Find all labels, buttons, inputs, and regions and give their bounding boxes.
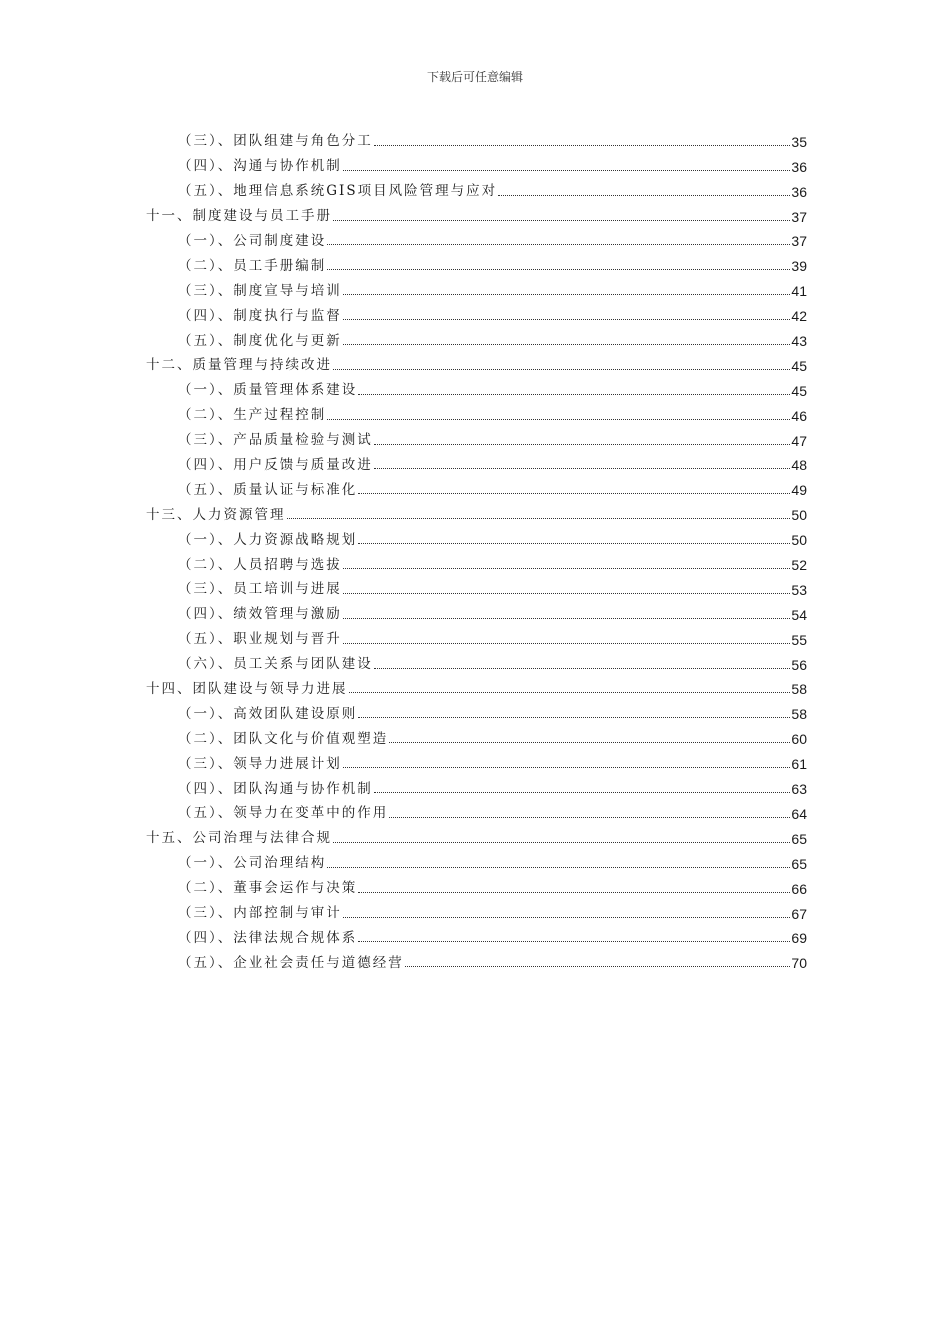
toc-entry[interactable] [146,126,807,151]
toc-entry-page-number: 37 [791,208,807,225]
toc-entry[interactable] [146,275,807,300]
toc-dot-leader [374,145,791,146]
toc-dot-leader [327,244,790,245]
toc-entry-title: （五）、地理信息系统GIS项目风险管理与应对 [178,183,498,200]
toc-entry-page-number: 42 [791,308,807,325]
table-of-contents [146,126,807,972]
toc-entry[interactable] [146,450,807,475]
toc-entry-title: （一）、公司制度建设 [178,232,327,249]
toc-entry[interactable] [146,176,807,201]
toc-entry-page-number: 36 [791,158,807,175]
toc-entry[interactable] [146,474,807,499]
toc-entry-title: （六）、员工关系与团队建设 [178,656,373,673]
toc-entry-title: 十五、公司治理与法律合规 [146,830,332,847]
toc-entry-title: （三）、制度宣导与培训 [178,282,342,299]
toc-entry[interactable] [146,649,807,674]
toc-entry[interactable] [146,151,807,176]
toc-entry-title: （一）、公司治理结构 [178,855,327,872]
toc-entry-title: 十一、制度建设与员工手册 [146,208,332,225]
toc-dot-leader [374,668,791,669]
toc-entry-title: （五）、企业社会责任与道德经营 [178,954,404,971]
toc-entry-page-number: 65 [791,830,807,847]
toc-entry-title: （三）、员工培训与进展 [178,581,342,598]
toc-entry[interactable] [146,400,807,425]
toc-entry-title: （一）、质量管理体系建设 [178,382,358,399]
toc-entry[interactable] [146,698,807,723]
toc-entry-page-number: 39 [791,258,807,275]
toc-dot-leader [327,867,790,868]
toc-entry-title: （五）、职业规划与晋升 [178,631,342,648]
toc-entry[interactable] [146,201,807,226]
toc-entry-title: （四）、绩效管理与激励 [178,606,342,623]
toc-entry-title: （四）、团队沟通与协作机制 [178,780,373,797]
toc-entry-page-number: 69 [791,930,807,947]
toc-entry-title: （四）、制度执行与监督 [178,307,342,324]
toc-entry[interactable] [146,873,807,898]
toc-dot-leader [374,792,791,793]
toc-dot-leader [333,369,790,370]
toc-entry-page-number: 45 [791,382,807,399]
toc-entry-title: （二）、团队文化与价值观塑造 [178,730,389,747]
toc-dot-leader [358,941,790,942]
toc-dot-leader [343,593,791,594]
toc-entry-page-number: 49 [791,482,807,499]
toc-entry-page-number: 50 [791,532,807,549]
toc-entry[interactable] [146,375,807,400]
toc-entry-title: （五）、质量认证与标准化 [178,481,358,498]
toc-entry-page-number: 53 [791,581,807,598]
toc-entry-title: （一）、人力资源战略规划 [178,531,358,548]
toc-entry-title: （四）、沟通与协作机制 [178,158,342,175]
toc-dot-leader [343,643,791,644]
toc-entry-title: 十二、质量管理与持续改进 [146,357,332,374]
toc-dot-leader [389,817,790,818]
toc-dot-leader [333,842,790,843]
toc-entry[interactable] [146,848,807,873]
toc-dot-leader [327,269,790,270]
toc-dot-leader [343,618,791,619]
toc-entry-title: 十四、团队建设与领导力进展 [146,680,348,697]
toc-entry[interactable] [146,300,807,325]
toc-entry-title: （二）、人员招聘与选拔 [178,556,342,573]
toc-entry[interactable] [146,599,807,624]
toc-entry-title: （一）、高效团队建设原则 [178,705,358,722]
toc-entry[interactable] [146,923,807,948]
toc-entry-page-number: 43 [791,333,807,350]
toc-entry-title: （二）、员工手册编制 [178,257,327,274]
toc-dot-leader [343,917,791,918]
toc-entry-page-number: 50 [791,507,807,524]
toc-entry-title: （三）、团队组建与角色分工 [178,133,373,150]
toc-entry[interactable] [146,425,807,450]
toc-entry-page-number: 36 [791,183,807,200]
toc-entry[interactable] [146,674,807,699]
toc-dot-leader [343,344,791,345]
toc-dot-leader [498,195,790,196]
toc-entry-page-number: 46 [791,407,807,424]
toc-entry[interactable] [146,325,807,350]
toc-entry-page-number: 70 [791,955,807,972]
toc-dot-leader [358,394,790,395]
toc-entry-page-number: 56 [791,656,807,673]
toc-entry-page-number: 65 [791,855,807,872]
toc-entry-page-number: 48 [791,457,807,474]
toc-dot-leader [287,518,791,519]
toc-entry[interactable] [146,574,807,599]
toc-entry-title: （三）、产品质量检验与测试 [178,432,373,449]
toc-dot-leader [374,444,791,445]
toc-dot-leader [358,543,790,544]
toc-dot-leader [349,692,791,693]
toc-dot-leader [327,419,790,420]
toc-dot-leader [333,220,790,221]
toc-entry[interactable] [146,823,807,848]
toc-entry-page-number: 41 [791,283,807,300]
toc-entry-title: （五）、领导力在变革中的作用 [178,805,389,822]
toc-entry-page-number: 45 [791,357,807,374]
toc-entry-page-number: 60 [791,731,807,748]
toc-dot-leader [374,468,791,469]
toc-entry-page-number: 54 [791,606,807,623]
toc-entry[interactable] [146,898,807,923]
toc-dot-leader [405,966,791,967]
toc-dot-leader [343,170,791,171]
toc-entry[interactable] [146,624,807,649]
toc-entry[interactable] [146,798,807,823]
toc-entry-title: 十三、人力资源管理 [146,506,286,523]
toc-entry-page-number: 47 [791,432,807,449]
toc-dot-leader [358,717,790,718]
toc-dot-leader [343,294,791,295]
toc-entry[interactable] [146,524,807,549]
toc-entry-page-number: 35 [791,133,807,150]
toc-entry[interactable] [146,250,807,275]
toc-dot-leader [358,493,790,494]
toc-entry-title: （三）、领导力进展计划 [178,755,342,772]
toc-entry-page-number: 58 [791,681,807,698]
toc-entry[interactable] [146,226,807,251]
toc-entry-page-number: 58 [791,706,807,723]
toc-entry[interactable] [146,549,807,574]
toc-entry[interactable] [146,723,807,748]
toc-dot-leader [343,319,791,320]
toc-entry-page-number: 55 [791,631,807,648]
toc-entry-title: （三）、内部控制与审计 [178,905,342,921]
page-header: 下载后可任意编辑 [426,70,523,84]
toc-dot-leader [389,742,790,743]
toc-entry-page-number: 63 [791,781,807,798]
toc-entry-title: （四）、用户反馈与质量改进 [178,456,373,473]
toc-entry[interactable] [146,350,807,375]
toc-entry[interactable] [146,499,807,524]
toc-entry-page-number: 52 [791,557,807,574]
toc-entry-page-number: 66 [791,880,807,897]
toc-dot-leader [343,767,791,768]
toc-entry-title: （五）、制度优化与更新 [178,332,342,349]
toc-entry-page-number: 61 [791,756,807,773]
toc-entry-title: （二）、生产过程控制 [178,407,327,424]
toc-entry-title: （二）、董事会运作与决策 [178,880,358,897]
toc-entry-page-number: 37 [791,233,807,250]
toc-entry-page-number: 64 [791,805,807,822]
toc-entry-page-number: 67 [791,905,807,922]
toc-dot-leader [358,892,790,893]
toc-entry[interactable] [146,748,807,773]
toc-dot-leader [343,568,791,569]
toc-entry-title: （四）、法律法规合规体系 [178,929,358,946]
toc-entry[interactable] [146,947,807,972]
toc-entry[interactable] [146,773,807,798]
